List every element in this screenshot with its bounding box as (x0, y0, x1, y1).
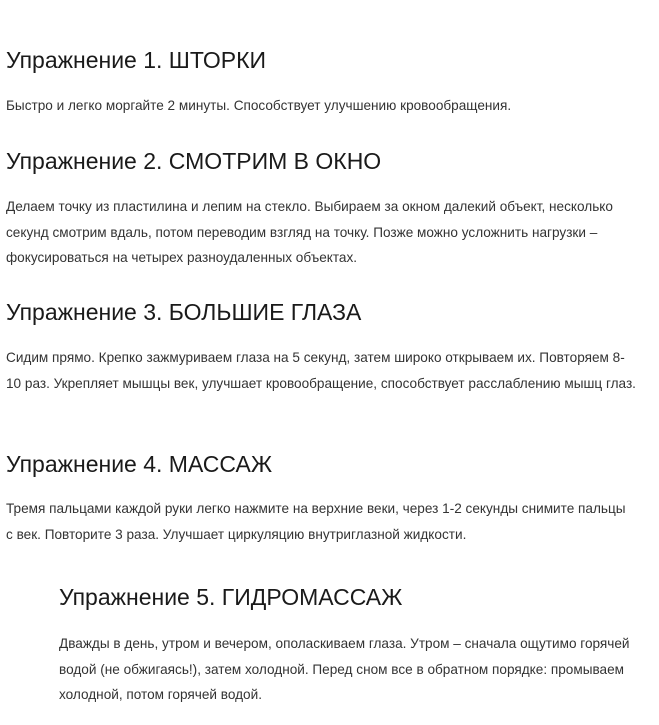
exercise-5-text: Дважды в день, утром и вечером, ополаскиваем глаза. Утром – сначала ощутимо горячей водой (не обжигаясь!), затем холодной. Перед сном все в обратном порядке: промываем холодной, потом горячей водой. (59, 636, 630, 702)
exercise-4-title: Упражнение 4. МАССАЖ (6, 451, 273, 477)
exercise-3-title: Упражнение 3. БОЛЬШИЕ ГЛАЗА (6, 299, 362, 325)
exercise-1-title: Упражнение 1. ШТОРКИ (6, 47, 267, 73)
exercise-3-text: Сидим прямо. Крепко зажмуриваем глаза на 5 секунд, затем широко открываем их. Повторяем 8-10 раз. Укрепляет мышцы век, улучшает кровообращение, способствует расслаблению мышц глаз. (6, 350, 636, 391)
exercise-4-text: Тремя пальцами каждой руки легко нажмите на верхние веки, через 1-2 секунды снимите пальцы с век. Повторите 3 раза. Улучшает циркуляцию внутриглазной жидкости. (6, 501, 626, 542)
exercise-5-title: Упражнение 5. ГИДРОМАССАЖ (59, 584, 403, 610)
exercise-2-title: Упражнение 2. СМОТРИМ В ОКНО (6, 148, 382, 174)
exercise-1-text: Быстро и легко моргайте 2 минуты. Способствует улучшению кровообращения. (6, 98, 512, 113)
exercise-2-text: Делаем точку из пластилина и лепим на стекло. Выбираем за окном далекий объект, несколько секунд смотрим вдаль, потом переводим взгляд на точку. Позже можно усложнить нагрузки – фокусироваться на четырех разноудаленных объектах. (6, 199, 613, 265)
exercise-5-card (16, 549, 659, 725)
